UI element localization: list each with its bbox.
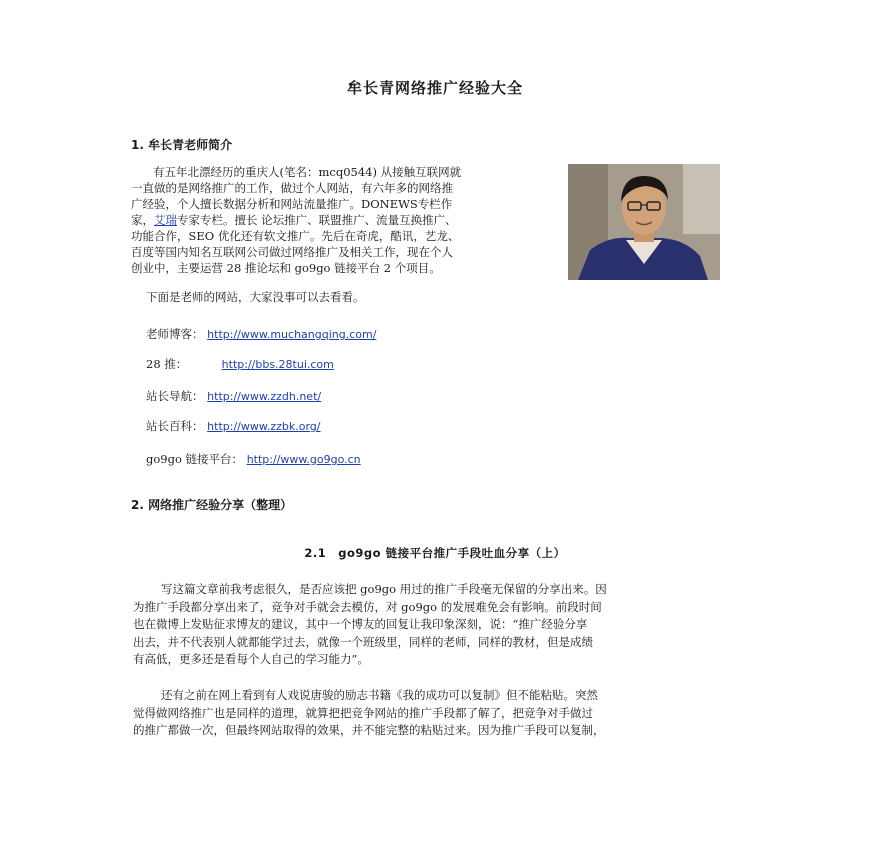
site-label: 老师博客： (146, 327, 204, 341)
document-title: 牟长青网络推广经验大全 (346, 79, 523, 97)
intro-line: 广经验，个人擅长数据分析和网站流量推广。DONEWS专栏作 (131, 197, 453, 211)
go9go-link[interactable]: http://www.go9go.cn (246, 453, 361, 466)
site-label: 28 推： (146, 357, 188, 371)
airui-link[interactable]: 艾瑞 (154, 213, 177, 227)
body-line: 出去，并不代表别人就都能学过去，就像一个班级里，同样的老师，同样的教材，但是成绩 (133, 634, 593, 649)
author-photo (568, 164, 720, 280)
intro-paragraph (131, 164, 561, 276)
zzdh-link[interactable]: http://www.zzdh.net/ (207, 390, 322, 403)
site-label: go9go 链接平台： (146, 452, 244, 466)
intro-line: 一直做的是网络推广的工作，做过个人网站，有六年多的网络推 (131, 181, 453, 195)
body-paragraph-2 (133, 687, 741, 740)
section-heading-experience: 2. 网络推广经验分享（整理） (131, 498, 293, 512)
site-row-go9go (146, 451, 361, 467)
body-line: 觉得做网络推广也是同样的道理，就算把把竞争网站的推广手段都了解了，把竞争对手做过 (133, 705, 593, 720)
intro-line: 有五年北漂经历的重庆人(笔名：mcq0544) 从接触互联网就 (153, 165, 462, 179)
site-row-blog (146, 326, 376, 342)
intro-line: 功能合作，SEO 优化还有软文推广。先后在奇虎，酷讯，艺龙、 (131, 229, 460, 243)
intro-line: 创业中，主要运营 28 推论坛和 go9go 链接平台 2 个项目。 (131, 261, 441, 275)
site-row-zzbk (146, 418, 320, 434)
zzbk-link[interactable]: http://www.zzbk.org/ (207, 420, 321, 433)
body-line: 还有之前在网上看到有人戏说唐骏的励志书籍《我的成功可以复制》但不能粘贴。突然 (161, 688, 598, 702)
sites-intro-note: 下面是老师的网站，大家没事可以去看看。 (146, 290, 365, 304)
portrait-image (568, 164, 720, 280)
site-label: 站长百科： (146, 419, 204, 433)
body-line: 有高低，更多还是看每个人自己的学习能力”。 (133, 652, 369, 666)
body-line: 写这篇文章前我考虑很久，是否应该把 go9go 用过的推广手段毫无保留的分享出来。因 (161, 582, 607, 596)
site-label: 站长导航： (146, 389, 204, 403)
body-line: 为推广手段都分享出来了，竞争对手就会去模仿，对 go9go 的发展难免会有影响。前段时间 (133, 599, 602, 614)
intro-line: 专家专栏。擅长 论坛推广、联盟推广、流量互换推广、 (177, 213, 457, 227)
intro-line-with-link (131, 212, 561, 228)
body-paragraph-1 (133, 581, 741, 669)
site-row-zzdh (146, 388, 321, 404)
body-line: 也在微博上发贴征求博友的建议，其中一个博友的回复让我印象深刻，说：“推广经验分享 (133, 617, 588, 631)
site-row-28tui (146, 356, 334, 372)
intro-line-prefix: 家， (131, 213, 154, 227)
blog-link[interactable]: http://www.muchangqing.com/ (207, 328, 377, 341)
intro-line: 百度等国内知名互联网公司做过网络推广及相关工作，现在个人 (131, 245, 453, 259)
section-heading-intro: 1. 牟长青老师简介 (131, 138, 233, 152)
body-line: 的推广都做一次，但最终网站取得的效果，并不能完整的粘贴过来。因为推广手段可以复制， (133, 723, 605, 737)
28tui-link[interactable]: http://bbs.28tui.com (221, 358, 334, 371)
subsection-heading: 2.1 go9go 链接平台推广手段吐血分享（上） (304, 546, 566, 560)
